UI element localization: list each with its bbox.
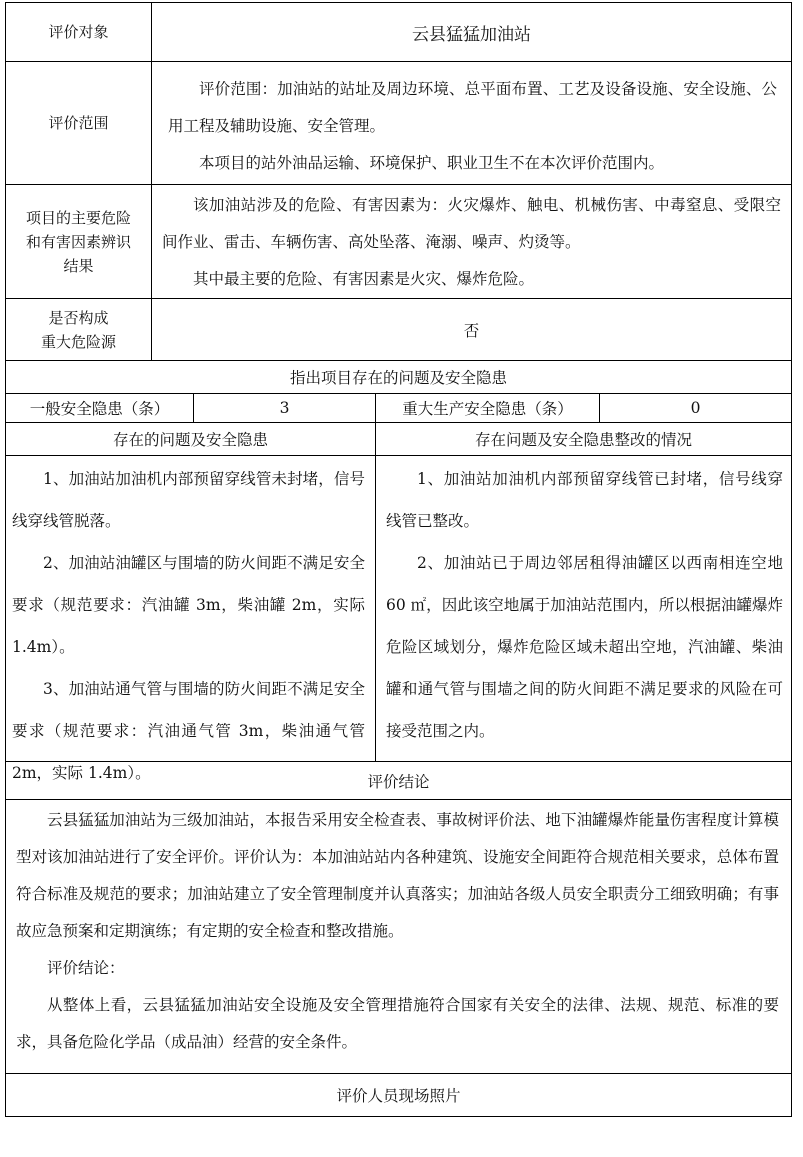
rectification-item: 1、加油站加油机内部预留穿线管已封堵，信号线穿线管已整改。 [386,470,783,530]
hazards-label-line: 项目的主要危险 [25,208,131,227]
issues-columns-header [6,423,791,456]
scope-paragraph: 评价范围：加油站的站址及周边环境、总平面布置、工艺及设备设施、安全设施、公用工程及辅助设施、安全管理。 [168,80,777,135]
counts-row [6,394,791,423]
issues-left-header: 存在的问题及安全隐患 [6,423,376,455]
major-hazard-label-line: 是否构成 [48,308,109,327]
conclusion-header: 评价结论 [6,762,791,800]
general-hazard-label: 一般安全隐患（条） [6,394,194,422]
major-hazard-count: 0 [690,399,701,417]
hazards-paragraph: 其中最主要的危险、有害因素是火灾、爆炸危险。 [193,270,535,288]
issues-right-header: 存在问题及安全隐患整改的情况 [474,431,692,449]
conclusion-subtitle: 评价结论： [47,959,125,977]
issue-item: 1、加油站加油机内部预留穿线管未封堵，信号线穿线管脱落。 [12,470,365,530]
site-photos-header: 评价人员现场照片 [336,1087,461,1105]
issue-item: 3、加油站通气管与围墙的防火间距不满足安全要求（规范要求：汽油通气管 3m，柴油通气管 2m，实际 1.4m）。 [12,680,365,782]
rectification-item: 2、加油站已于周边邻居租得油罐区以西南相连空地 60 ㎡，因此该空地属于加油站范围内，所以根据油罐爆炸危险区域划分，爆炸危险区域未超出空地，汽油罐、柴油罐和通气管与围墙之间的防火间距不满足要求的风险在可接受范围之内。 [386,554,783,740]
object-value: 云县猛猛加油站 [412,24,531,45]
object-label: 评价对象 [6,3,152,61]
scope-content [152,62,791,184]
issues-left-list [6,456,376,782]
major-hazard-label [6,299,152,360]
scope-paragraph: 本项目的站外油品运输、环境保护、职业卫生不在本次评价范围内。 [199,154,665,172]
conclusion-body [6,800,791,1074]
evaluation-table [5,2,792,1117]
issues-right-list [376,456,791,761]
conclusion-paragraph: 云县猛猛加油站为三级加油站，本报告采用安全检查表、事故树评价法、地下油罐爆炸能量伤害程度计算模型对该加油站进行了安全评价。评价认为：本加油站站内各种建筑、设施安全间距符合规范相关要求，总体布置符合标准及规范的要求；加油站建立了安全管理制度并认真落实；加油站各级人员安全职责分工细致明确；有事故应急预案和定期演练；有定期的安全检查和整改措施。 [16,811,779,940]
general-hazard-count: 3 [194,394,376,422]
major-hazard-label-line: 重大危险源 [40,332,116,351]
major-hazard-row [6,299,791,361]
hazards-label-line: 和有害因素辨识 [25,232,131,251]
major-hazard-count-label: 重大生产安全隐患（条） [376,394,600,422]
hazards-label [6,185,152,298]
hazards-label-line: 结果 [63,256,94,275]
scope-row [6,62,791,185]
issues-header: 指出项目存在的问题及安全隐患 [6,361,791,394]
object-row [6,3,791,62]
hazards-paragraph: 该加油站涉及的危险、有害因素为：火灾爆炸、触电、机械伤害、中毒窒息、受限空间作业、雷击、车辆伤害、高处坠落、淹溺、噪声、灼烫等。 [162,196,781,251]
scope-label: 评价范围 [6,62,152,184]
hazards-content [152,185,791,298]
major-hazard-value: 否 [463,321,480,340]
issue-item: 2、加油站油罐区与围墙的防火间距不满足安全要求（规范要求：汽油罐 3m，柴油罐 2m，实际 1.4m）。 [12,554,365,656]
hazards-row [6,185,791,299]
conclusion-paragraph: 从整体上看，云县猛猛加油站安全设施及安全管理措施符合国家有关安全的法律、法规、规范、标准的要求，具备危险化学品（成品油）经营的安全条件。 [16,996,779,1051]
